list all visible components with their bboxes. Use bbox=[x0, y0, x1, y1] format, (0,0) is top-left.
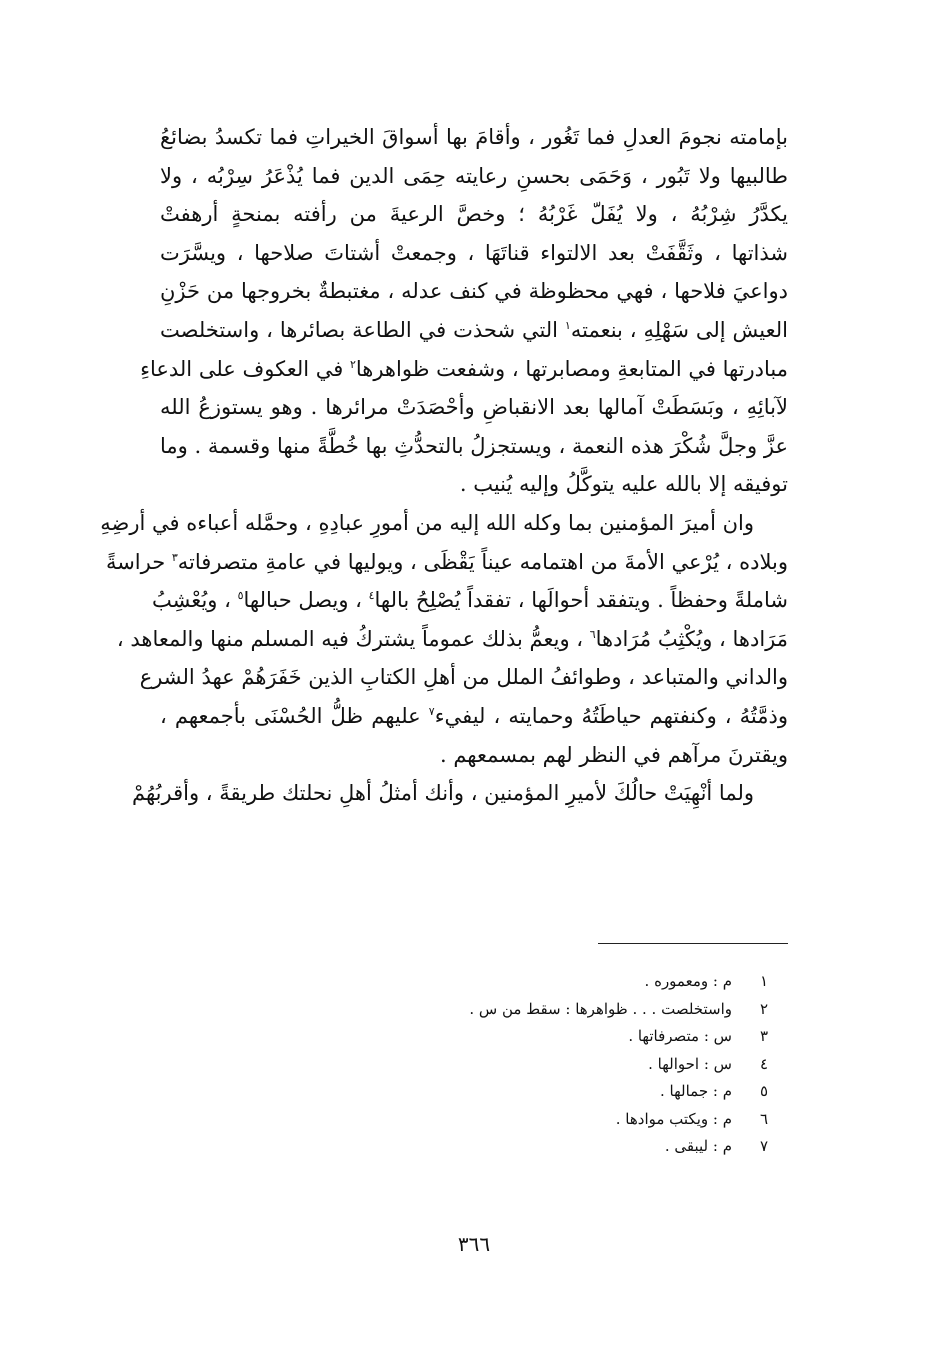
footnote-text: م : ليبقى . bbox=[664, 1137, 732, 1155]
footnote-marker: ١ bbox=[564, 318, 571, 332]
footnote-item bbox=[208, 1051, 768, 1079]
footnote-text: س : متصرفاتها . bbox=[628, 1027, 732, 1045]
footnote-item bbox=[208, 1023, 768, 1051]
text-line: وبلاده ، يُرْعي الأمةَ من اهتمامه عيناً يَقْظَى ، ويوليها في عامةِ متصرفاته$^٣$ حراسةً bbox=[105, 549, 788, 574]
text-line: بإمامته نجومَ العدلِ فما تَغُور ، وأقامَ بها أسواقَ الخيراتِ فما تكسدُ بضائعُ bbox=[160, 125, 788, 149]
footnotes-list bbox=[208, 968, 768, 1161]
text-line: مَرَادها ، ويُكْثِبُ مُرَادها$^٦$ ، ويعمُّ بذلك عموماً يشتركُ فيه المسلم منها والمعاهد ، bbox=[116, 626, 788, 651]
text-line: وذمَّتُهُ ، وكنفتهم حياطَتُهُ وحمايته ، ليفيء$^٧$ عليهم ظلُّ الحُسْنَى بأجمعهم ، bbox=[160, 703, 788, 728]
footnote-number: ١ bbox=[759, 972, 768, 990]
footnote-item bbox=[208, 968, 768, 996]
footnote-text: م : ويكتب موادها . bbox=[615, 1109, 732, 1128]
text-line: طالبيها ولا تَبُور ، وَحَمَى بحسنِ رعايته حِمَى الدين فما يُذْعَرُ سِرْبُه ، ولا bbox=[160, 163, 788, 188]
text-line: وان أميرَ المؤمنين بما وكله الله إليه من أمورِ عبادِهِ ، وحمَّله أعباءه في أرضِهِ bbox=[100, 510, 754, 535]
footnote-item bbox=[208, 996, 768, 1024]
footnote-number: ٦ bbox=[759, 1109, 768, 1128]
footnote-marker: ٤ bbox=[368, 589, 375, 603]
main-text-block bbox=[100, 118, 788, 813]
footnote-marker: ٢ bbox=[349, 357, 356, 371]
footnote-text: واستخلصت . . . ظواهرها : سقط من س . bbox=[469, 999, 732, 1018]
text-line: ويقترنَ مرآهم في النظر لهم بمسمعهم . bbox=[439, 742, 788, 767]
footnote-text: م : جمالها . bbox=[660, 1082, 732, 1100]
text-line: لآبائِهِ ، وبَسَطَتْ آمالها بعد الانقباضِ وأحْصَدَتْ مرائرها . وهو يستوزعُ الله bbox=[160, 395, 788, 420]
footnote-marker: ٣ bbox=[171, 550, 178, 564]
footnote-number: ٣ bbox=[759, 1027, 768, 1045]
footnote-divider bbox=[598, 943, 788, 944]
text-line: شذاتها ، وثَقَّفَتْ بعد الالتواء قناتَهَا ، وجمعتْ أشتاتَ صلاحها ، ويسَّرَت bbox=[160, 240, 788, 265]
footnote-marker: ٧ bbox=[428, 704, 435, 718]
text-line: يكدَّرُ شِرْبُهُ ، ولا يُفَلّ غَرْبُهُ ؛ وخصَّ الرعيةَ من رأفته بمنحةٍ أرهفتْ bbox=[160, 202, 788, 227]
text-line: والداني والمتباعد ، وطوائفُ الملل من أهلِ الكتابِ الذين خَفَرَهُمْ عهدُ الشرع bbox=[139, 665, 788, 690]
text-line: دواعيَ فلاحها ، فهي محظوظة في كنف عدله ، مغتبطةٌ بخروجها من حَزْنِ bbox=[160, 279, 788, 304]
footnote-number: ٤ bbox=[759, 1054, 768, 1073]
text-line: توفيقه إلا بالله عليه يتوكَّلُ وإليه يُنيب . bbox=[459, 472, 788, 497]
footnote-item bbox=[208, 1078, 768, 1106]
footnote-number: ٧ bbox=[759, 1137, 768, 1155]
footnote-marker: ٦ bbox=[589, 627, 596, 641]
text-line: ولما أنْهِيَتْ حالُكَ لأميرِ المؤمنين ، وأنك أمثلُ أهلِ نحلتك طريقةً ، وأقربُهُمْ bbox=[132, 781, 754, 806]
footnote-text: س : احوالها . bbox=[648, 1054, 732, 1073]
footnote-text: م : ومعموره . bbox=[644, 972, 732, 990]
text-line: شاملةً وحفظاً . ويتفقد أحوالَها ، تفقداً يُصْلِحُ بالها$^٤$ ، ويصل حبالها$^٥$ ، ويُعْشِبُ bbox=[151, 588, 788, 613]
footnote-marker: ٥ bbox=[237, 589, 244, 603]
footnote-item bbox=[208, 1106, 768, 1134]
page-number: ٣٦٦ bbox=[457, 1232, 491, 1256]
text-line: العيش إلى سَهْلِهِ ، بنعمته$^١$ التي شحذت في الطاعة بصائرها ، واستخلصت bbox=[160, 317, 788, 342]
text-line: مبادرتها في المتابعةِ ومصابرتها ، وشفعت ظواهرها$^٢$ في العكوف على الدعاءِ bbox=[140, 356, 788, 381]
footnote-number: ٢ bbox=[759, 999, 768, 1018]
footnote-number: ٥ bbox=[759, 1082, 768, 1100]
text-line: عزَّ وجلَّ شُكْرَ هذه النعمة ، ويستجزلُ بالتحدُّثِ بها خُطَّةً منها وقسمة . وما bbox=[160, 433, 788, 458]
footnote-item bbox=[208, 1133, 768, 1161]
